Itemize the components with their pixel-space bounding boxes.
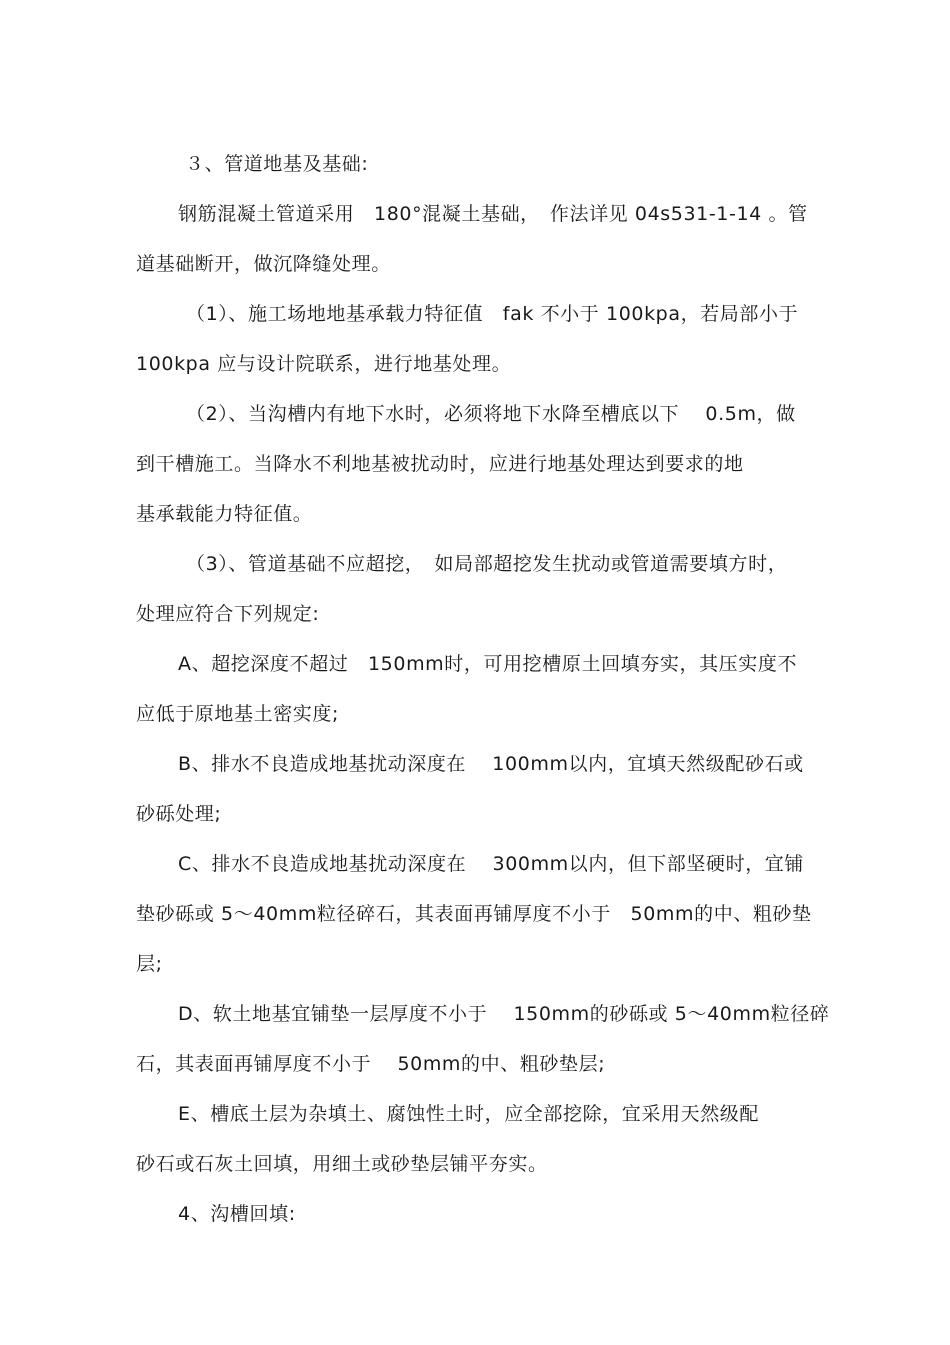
paragraph-line: 砂石或石灰土回填，用细土或砂垫层铺平夯实。 (136, 1153, 548, 1175)
paragraph-line: 钢筋混凝土管道采用 180°混凝土基础， 作法详见 04s531-1-14 。管 (178, 203, 808, 225)
list-item-e: E、槽底土层为杂填土、腐蚀性土时，应全部挖除，宜采用天然级配 (178, 1103, 760, 1125)
paragraph-line: 道基础断开，做沉降缝处理。 (136, 253, 391, 275)
section-heading-4: 4、沟槽回填: (178, 1203, 296, 1225)
section-heading-3: ３、管道地基及基础: (185, 153, 369, 175)
list-item-a: A、超挖深度不超过 150mm时，可用挖槽原土回填夯实，其压实度不 (178, 653, 798, 675)
paragraph-line: （3）、管道基础不应超挖， 如局部超挖发生扰动或管道需要填方时， (186, 553, 788, 575)
list-item-d: D、软土地基宜铺垫一层厚度不小于 150mm的砂砾或 5～40mm粒径碎 (178, 1003, 830, 1025)
paragraph-line: 100kpa 应与设计院联系，进行地基处理。 (136, 353, 512, 375)
paragraph-line: 基承载能力特征值。 (136, 503, 313, 525)
paragraph-line: 石，其表面再铺厚度不小于 50mm的中、粗砂垫层; (136, 1053, 606, 1075)
list-item-b: B、排水不良造成地基扰动深度在 100mm以内，宜填天然级配砂石或 (178, 753, 804, 775)
paragraph-line: （2）、当沟槽内有地下水时，必须将地下水降至槽底以下 0.5m，做 (186, 403, 796, 425)
paragraph-line: 到干槽施工。当降水不利地基被扰动时，应进行地基处理达到要求的地 (136, 453, 744, 475)
paragraph-line: 垫砂砾或 5～40mm粒径碎石，其表面再铺厚度不小于 50mm的中、粗砂垫 (136, 903, 812, 925)
paragraph-line: 处理应符合下列规定: (136, 603, 320, 625)
paragraph-line: （1）、施工场地地基承载力特征值 fak 不小于 100kpa，若局部小于 (186, 303, 799, 325)
paragraph-line: 应低于原地基土密实度; (136, 703, 340, 725)
paragraph-line: 砂砾处理; (136, 803, 222, 825)
list-item-c: C、排水不良造成地基扰动深度在 300mm以内，但下部坚硬时，宜铺 (178, 853, 804, 875)
paragraph-line: 层; (136, 953, 163, 975)
